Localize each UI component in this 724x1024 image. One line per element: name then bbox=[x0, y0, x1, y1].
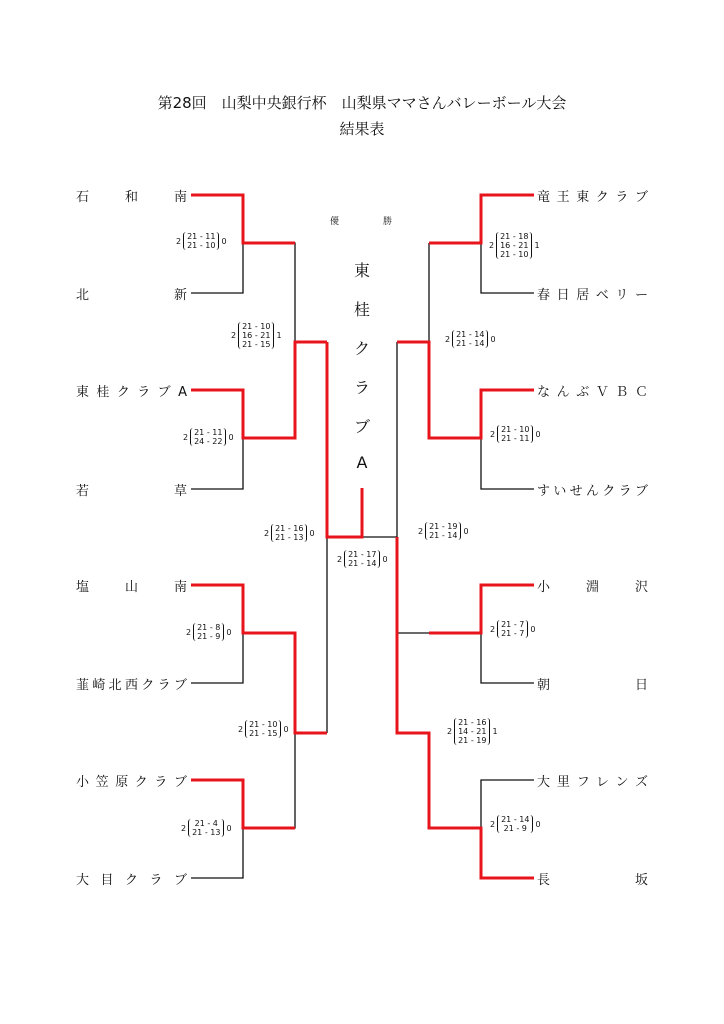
match-score bbox=[181, 819, 232, 837]
set-score: 14 - 21 bbox=[458, 727, 487, 736]
set-score: 21 - 13 bbox=[192, 828, 221, 837]
set-score: 16 - 21 bbox=[500, 241, 529, 250]
champion-char: 東 bbox=[353, 261, 370, 280]
sets-won: 2 bbox=[176, 236, 182, 246]
sets-lost: 0 bbox=[463, 526, 469, 536]
sets-lost: 0 bbox=[490, 334, 496, 344]
sets-won: 2 bbox=[337, 554, 343, 564]
match-score bbox=[490, 815, 541, 833]
set-score: 21 - 7 bbox=[501, 629, 525, 638]
set-score: 21 - 14 bbox=[348, 559, 377, 568]
team-name: 春日居ベリー bbox=[537, 288, 649, 303]
set-score: 21 - 10 bbox=[501, 425, 530, 434]
set-score: 21 - 17 bbox=[348, 550, 377, 559]
team-name: 石和南 bbox=[76, 190, 188, 205]
sets-won: 2 bbox=[489, 241, 495, 250]
set-score: 21 - 14 bbox=[429, 531, 458, 540]
set-score: 21 - 8 bbox=[197, 623, 221, 632]
set-score: 21 - 19 bbox=[458, 736, 487, 745]
set-score: 21 - 19 bbox=[429, 522, 458, 531]
champion-char: ラ bbox=[353, 378, 370, 397]
winner-line bbox=[327, 342, 362, 537]
set-score: 21 - 13 bbox=[275, 533, 304, 542]
champion-label: 勝 bbox=[383, 217, 394, 227]
sets-lost: 0 bbox=[535, 819, 541, 829]
team-name: 韮崎北西クラブ bbox=[76, 678, 188, 693]
match-score bbox=[231, 322, 282, 349]
sets-won: 2 bbox=[183, 432, 189, 442]
set-score: 21 - 9 bbox=[197, 632, 221, 641]
sets-won: 2 bbox=[238, 724, 244, 734]
champion-char: ブ bbox=[353, 417, 370, 436]
page-subtitle: 結果表 bbox=[339, 120, 385, 138]
team-name: 北新 bbox=[76, 288, 188, 303]
set-score: 21 - 14 bbox=[501, 815, 530, 824]
sets-won: 2 bbox=[490, 624, 496, 634]
set-score: 21 - 10 bbox=[249, 720, 278, 729]
bracket-line bbox=[481, 633, 534, 683]
team-name: 竜王東クラブ bbox=[537, 190, 649, 205]
team-name: 長坂 bbox=[537, 873, 649, 888]
winner-line bbox=[191, 585, 327, 733]
match-score bbox=[238, 720, 289, 738]
team-name: 小笠原クラブ bbox=[76, 775, 188, 790]
bracket-line bbox=[243, 733, 295, 828]
match-score bbox=[264, 524, 315, 542]
champion-label: 優 bbox=[330, 217, 341, 227]
sets-lost: 0 bbox=[382, 554, 388, 564]
champion-char: ク bbox=[353, 339, 370, 358]
team-name: 東桂クラブA bbox=[76, 385, 188, 400]
sets-lost: 0 bbox=[226, 823, 232, 833]
champion-char: A bbox=[356, 453, 368, 472]
team-name: 大里フレンズ bbox=[537, 775, 649, 790]
sets-won: 2 bbox=[490, 819, 496, 829]
sets-lost: 0 bbox=[283, 724, 289, 734]
champion-char: 桂 bbox=[353, 300, 370, 319]
set-score: 16 - 21 bbox=[242, 331, 271, 340]
team-name: なんぶＶＢＣ bbox=[537, 385, 649, 400]
sets-lost: 0 bbox=[226, 627, 232, 637]
team-name: 大目クラブ bbox=[76, 873, 188, 888]
set-score: 21 - 16 bbox=[275, 524, 304, 533]
sets-won: 2 bbox=[186, 627, 192, 637]
match-score bbox=[176, 232, 227, 250]
team-name: 塩山南 bbox=[76, 580, 188, 595]
sets-lost: 1 bbox=[276, 331, 282, 340]
set-score: 21 - 14 bbox=[456, 330, 485, 339]
set-score: 21 - 11 bbox=[501, 434, 530, 443]
team-name: 若草 bbox=[76, 484, 188, 499]
match-score bbox=[445, 330, 496, 348]
sets-won: 2 bbox=[231, 331, 237, 340]
sets-lost: 0 bbox=[535, 429, 541, 439]
match-score bbox=[186, 623, 231, 641]
match-score bbox=[490, 425, 541, 443]
set-score: 21 - 11 bbox=[194, 428, 223, 437]
bracket-line bbox=[481, 438, 534, 489]
set-score: 21 - 9 bbox=[503, 824, 527, 833]
set-score: 21 - 10 bbox=[242, 322, 271, 331]
sets-lost: 1 bbox=[534, 241, 540, 250]
sets-won: 2 bbox=[490, 429, 496, 439]
winner-line bbox=[397, 342, 534, 438]
sets-won: 2 bbox=[264, 528, 270, 538]
set-score: 21 - 15 bbox=[242, 340, 271, 349]
match-score bbox=[418, 522, 469, 540]
match-score bbox=[489, 232, 540, 259]
sets-won: 2 bbox=[445, 334, 451, 344]
bracket-line bbox=[362, 342, 397, 537]
sets-won: 2 bbox=[418, 526, 424, 536]
sets-lost: 1 bbox=[492, 727, 498, 736]
set-score: 21 - 18 bbox=[500, 232, 529, 241]
set-score: 21 - 4 bbox=[194, 819, 218, 828]
set-score: 24 - 22 bbox=[194, 437, 223, 446]
match-score bbox=[183, 428, 234, 446]
bracket-line bbox=[191, 243, 243, 293]
team-name: すいせんクラブ bbox=[537, 484, 649, 499]
sets-lost: 0 bbox=[309, 528, 315, 538]
match-score bbox=[490, 620, 535, 638]
set-score: 21 - 16 bbox=[458, 718, 487, 727]
set-score: 21 - 11 bbox=[187, 232, 216, 241]
set-score: 21 - 15 bbox=[249, 729, 278, 738]
team-name: 朝日 bbox=[537, 678, 649, 693]
team-name: 小淵沢 bbox=[537, 580, 649, 595]
sets-won: 2 bbox=[447, 727, 453, 736]
match-score bbox=[447, 718, 498, 745]
set-score: 21 - 10 bbox=[187, 241, 216, 250]
sets-lost: 0 bbox=[221, 236, 227, 246]
sets-won: 2 bbox=[181, 823, 187, 833]
sets-lost: 0 bbox=[228, 432, 234, 442]
final-score bbox=[337, 550, 388, 568]
page-title: 第28回 山梨中央銀行杯 山梨県ママさんバレーボール大会 bbox=[157, 94, 567, 112]
set-score: 21 - 7 bbox=[501, 620, 525, 629]
winner-line bbox=[191, 342, 327, 438]
set-score: 21 - 14 bbox=[456, 339, 485, 348]
sets-lost: 0 bbox=[530, 624, 536, 634]
set-score: 21 - 10 bbox=[500, 250, 529, 259]
